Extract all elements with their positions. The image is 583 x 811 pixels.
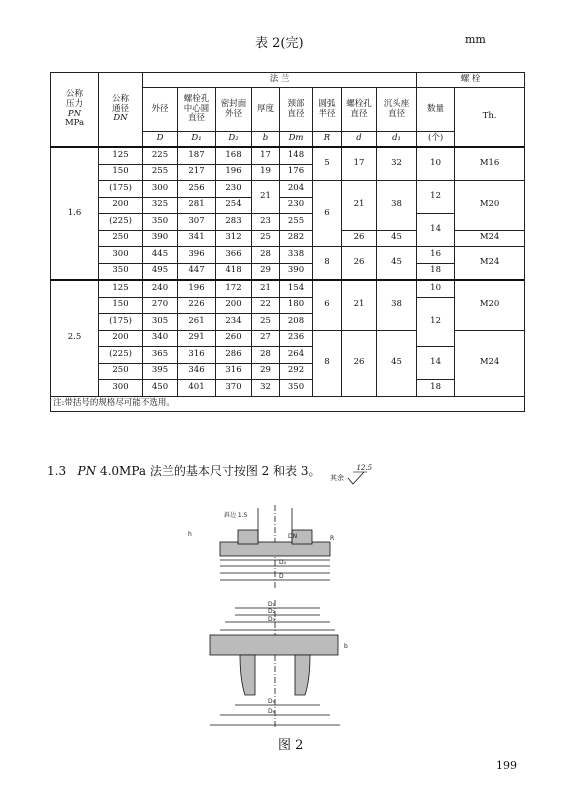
table-row: 1.6 125 225 187 168 17 148 5 17 32 10 M16 [51,147,525,164]
sym-dm: Dm [280,132,313,148]
table-row: 200 325 281 254 230 [51,197,525,214]
table-row: 300 445 396 366 28 338 8 26 45 16 M24 [51,247,525,264]
sym-b: b [252,132,280,148]
table-row: 250 395 346 316 29 292 [51,363,525,380]
sym-d2: D₂ [216,132,252,148]
section-heading: 1.3 PN 4.0MPa 法兰的基本尺寸按图 2 和表 3。 [47,464,321,478]
svg-text:D₁: D₁ [268,601,276,608]
header-col-th: Th. [455,88,525,148]
table-title: 表 2(完) [255,36,304,51]
svg-text:斜边 1.5: 斜边 1.5 [224,512,248,519]
svg-text:DN: DN [288,533,298,540]
pn-cell: 1.6 [51,147,99,280]
table-row: 350 495 447 418 29 390 18 [51,263,525,280]
svg-text:D: D [279,573,284,580]
table-row: 150 255 217 196 19 176 [51,164,525,181]
header-col-dm: 颈部 直径 [280,88,313,132]
figure-labels [188,511,348,715]
table-row: 300 450 401 370 32 350 18 [51,380,525,397]
table-row: 200 340 291 260 27 236 8 26 45 M24 [51,330,525,347]
page-number: 199 [496,759,517,772]
svg-text:D₂: D₂ [268,608,276,615]
svg-text:D₃: D₃ [268,616,276,623]
header-dn: 公称 通径 DN [99,73,143,148]
figure-caption: 图 2 [278,738,304,753]
table-row: (225) 365 316 286 28 264 14 [51,347,525,364]
roughness-symbol: 其余 12.5 [330,470,386,486]
header-col-qty: 数量 [417,88,455,132]
header-bolt-group: 螺 栓 [417,73,525,88]
svg-text:b: b [344,643,348,650]
sym-d: D [143,132,178,148]
unit-label: mm [465,33,486,46]
table-row: (175) 300 256 230 21 204 6 21 38 12 M20 [51,181,525,198]
flange-drawing [180,500,370,730]
header-pn: 公称 压力 PN MPa [51,73,99,148]
header-col-d2: 密封面 外径 [216,88,252,132]
sym-qty: (个) [417,132,455,148]
header-col-b: 厚度 [252,88,280,132]
header-col-counterbore: 沉头座 直径 [377,88,417,132]
table-row: 150 270 226 200 22 180 12 [51,297,525,314]
flange-dimension-table [50,72,525,412]
header-col-d1: 螺栓孔 中心圆 直径 [178,88,216,132]
table-row: (175) 305 261 234 25 208 [51,314,525,331]
header-col-r: 圆弧 半径 [313,88,342,132]
sym-r: R [313,132,342,148]
pn-cell: 2.5 [51,280,99,396]
table-note: 注:带括号的规格尽可能不选用。 [51,396,525,411]
sym-d1: D₁ [178,132,216,148]
svg-text:h: h [188,531,192,538]
svg-text:D₄: D₄ [279,559,287,566]
table-row: (225) 350 307 283 23 255 14 [51,214,525,231]
table-row: 2.5 125 240 196 172 21 154 6 21 38 10 M20 [51,280,525,297]
header-col-bolt-hole: 螺栓孔 直径 [342,88,377,132]
roughness-check-icon [346,470,368,486]
svg-text:D₅: D₅ [268,698,276,705]
svg-text:D₆: D₆ [268,708,276,715]
table-row: 250 390 341 312 25 282 26 45 M24 [51,230,525,247]
header-flange-group: 法 兰 [143,73,417,88]
sym-bolt-hole: d [342,132,377,148]
header-col-d: 外径 [143,88,178,132]
svg-text:R: R [330,535,335,542]
sym-counterbore: d₁ [377,132,417,148]
